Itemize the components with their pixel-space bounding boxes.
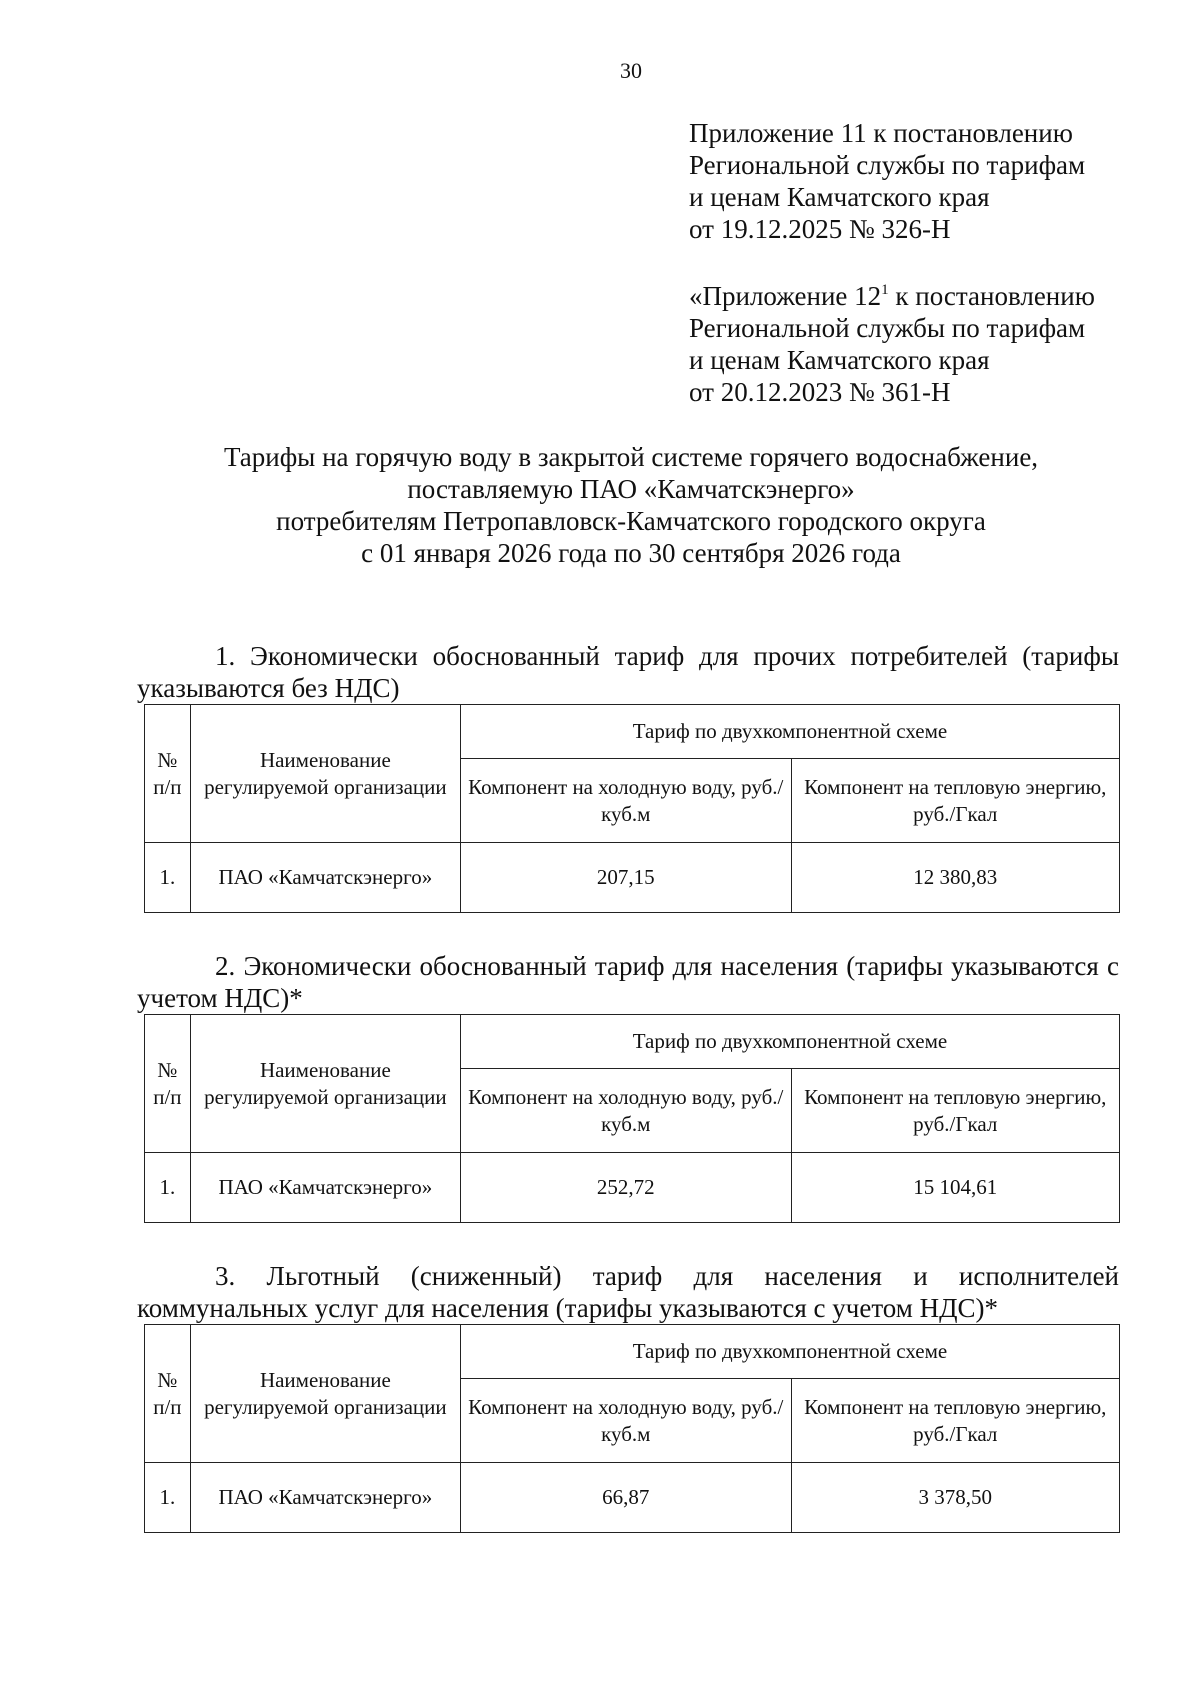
cell-num: 1. xyxy=(145,1463,191,1533)
header-org: Наименование регулируемой организации xyxy=(190,705,460,843)
cell-cold: 66,87 xyxy=(460,1463,791,1533)
cell-org: ПАО «Камчатскэнерго» xyxy=(190,1153,460,1223)
document-title xyxy=(150,441,1112,569)
title-line: поставляемую ПАО «Камчатскэнерго» xyxy=(407,474,855,504)
header-num: № п/п xyxy=(145,1015,191,1153)
tariff-table xyxy=(144,1014,1120,1223)
header-cold-component: Компонент на холодную воду, руб./куб.м xyxy=(460,1379,791,1463)
appendix-current-date: от 19.12.2025 № 326-Н xyxy=(689,214,951,244)
appendix-amended-line: Региональной службы по тарифам xyxy=(689,313,1086,343)
header-num: № п/п xyxy=(145,705,191,843)
header-org: Наименование регулируемой организации xyxy=(190,1325,460,1463)
cell-org: ПАО «Камчатскэнерго» xyxy=(190,843,460,913)
tariff-table xyxy=(144,704,1120,913)
title-line: Тарифы на горячую воду в закрытой системе горячего водоснабжение, xyxy=(223,442,1039,472)
cell-heat: 3 378,50 xyxy=(791,1463,1119,1533)
appendix-current-header xyxy=(689,117,1085,245)
appendix-amended-line: и ценам Камчатского края xyxy=(689,345,990,375)
appendix-amended-header xyxy=(689,280,1095,408)
appendix-current-line: Приложение 11 к постановлению xyxy=(689,118,1073,148)
header-heat-component: Компонент на тепловую энергию, руб./Гкал xyxy=(791,759,1119,843)
section-heading: 3. Льготный (сниженный) тариф для населения и исполнителей коммунальных услуг для населения (тарифы указываются с учетом НДС)* xyxy=(137,1261,1119,1323)
title-line: с 01 января 2026 года по 30 сентября 2026 года xyxy=(361,538,901,568)
appendix-amended-suffix: к постановлению xyxy=(888,281,1095,311)
appendix-amended-date: от 20.12.2023 № 361-Н xyxy=(689,377,951,407)
header-org: Наименование регулируемой организации xyxy=(190,1015,460,1153)
table-row xyxy=(145,1463,1120,1533)
appendix-amended-line xyxy=(689,280,1095,312)
appendix-current-line: Региональной службы по тарифам xyxy=(689,150,1086,180)
appendix-amended-prefix: «Приложение 12 xyxy=(689,281,882,311)
cell-heat: 12 380,83 xyxy=(791,843,1119,913)
appendix-current-line: и ценам Камчатского края xyxy=(689,182,990,212)
header-scheme: Тариф по двухкомпонентной схеме xyxy=(460,705,1119,759)
section-heading: 1. Экономически обоснованный тариф для прочих потребителей (тарифы указываются без НДС) xyxy=(137,641,1119,703)
header-num: № п/п xyxy=(145,1325,191,1463)
header-cold-component: Компонент на холодную воду, руб./куб.м xyxy=(460,759,791,843)
header-scheme: Тариф по двухкомпонентной схеме xyxy=(460,1325,1119,1379)
table-row xyxy=(145,1153,1120,1223)
table-row xyxy=(145,843,1120,913)
cell-num: 1. xyxy=(145,843,191,913)
section-heading: 2. Экономически обоснованный тариф для населения (тарифы указываются с учетом НДС)* xyxy=(137,951,1119,1013)
tariff-section-3 xyxy=(137,1260,1119,1533)
cell-heat: 15 104,61 xyxy=(791,1153,1119,1223)
header-cold-component: Компонент на холодную воду, руб./куб.м xyxy=(460,1069,791,1153)
cell-num: 1. xyxy=(145,1153,191,1223)
appendix-amended-superscript: 1 xyxy=(881,282,889,298)
tariff-table xyxy=(144,1324,1120,1533)
cell-cold: 252,72 xyxy=(460,1153,791,1223)
cell-org: ПАО «Камчатскэнерго» xyxy=(190,1463,460,1533)
tariff-section-1 xyxy=(137,640,1119,913)
tariff-section-2 xyxy=(137,950,1119,1223)
title-line: потребителям Петропавловск-Камчатского городского округа xyxy=(276,506,986,536)
page-number: 30 xyxy=(620,58,642,83)
cell-cold: 207,15 xyxy=(460,843,791,913)
header-heat-component: Компонент на тепловую энергию, руб./Гкал xyxy=(791,1379,1119,1463)
header-heat-component: Компонент на тепловую энергию, руб./Гкал xyxy=(791,1069,1119,1153)
header-scheme: Тариф по двухкомпонентной схеме xyxy=(460,1015,1119,1069)
